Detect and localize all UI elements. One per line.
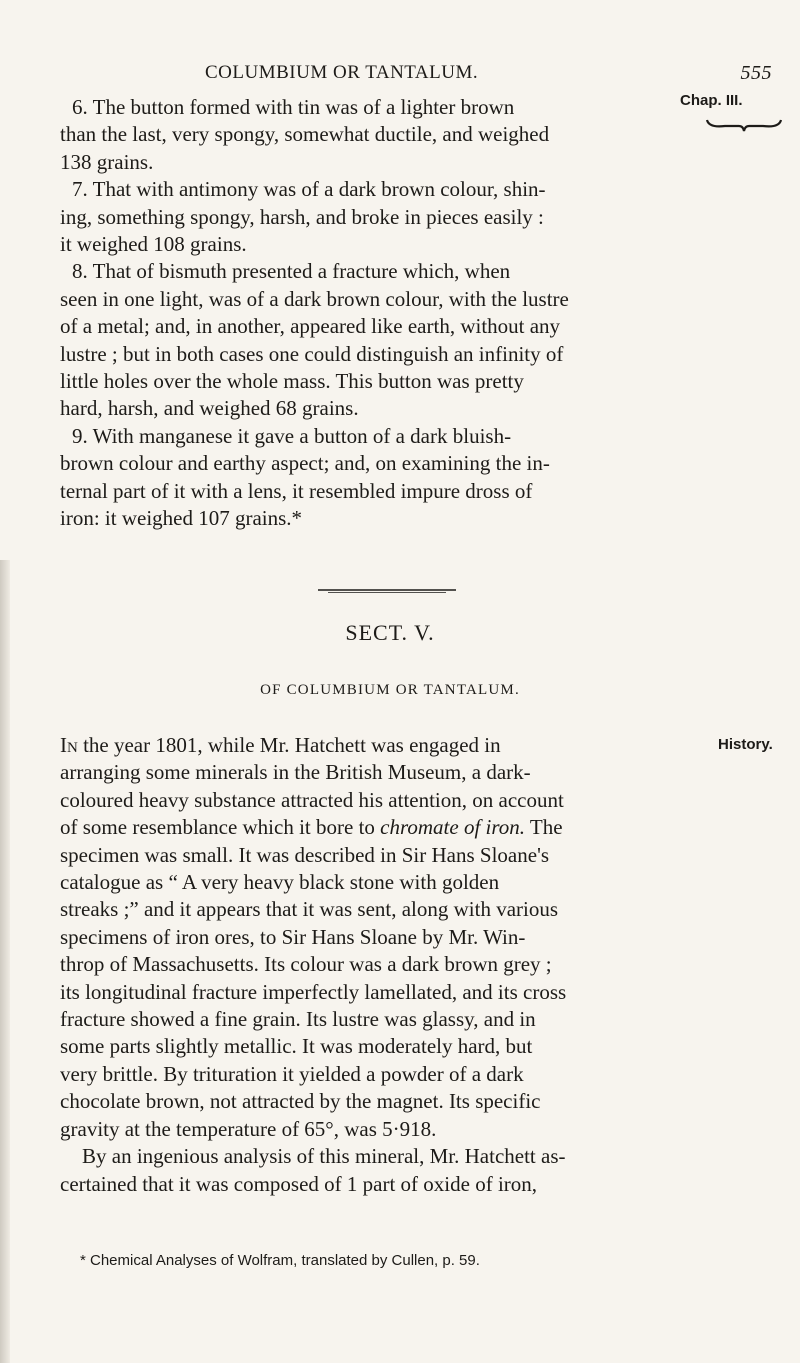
line: ternal part of it with a lens, it resembled impure dross of [60, 478, 533, 503]
line: 6. The button formed with tin was of a lighter brown [72, 95, 515, 119]
line: 138 grains. [60, 149, 154, 174]
section-heading: SECT. V. [345, 620, 435, 645]
line: ing, something spongy, harsh, and broke in pieces easily : [60, 204, 544, 229]
line: than the last, very spongy, somewhat ductile, and weighed [60, 122, 550, 147]
line: specimens of iron ores, to Sir Hans Sloane by Mr. Win- [60, 924, 526, 949]
line: 8. That of bismuth presented a fracture which, when [72, 259, 511, 284]
drop-word: In [60, 733, 78, 757]
line: streaks ;” and it appears that it was sent, along with various [60, 897, 559, 922]
line: its longitudinal fracture imperfectly lamellated, and its cross [60, 979, 567, 1004]
line: of some resemblance which it bore to [60, 815, 375, 840]
line: chocolate brown, not attracted by the magnet. Its specific [60, 1089, 541, 1114]
top-paragraphs [60, 94, 672, 533]
line: coloured heavy substance attracted his attention, on account [60, 787, 564, 812]
line: iron: it weighed 107 grains.* [60, 506, 303, 531]
line: seen in one light, was of a dark brown colour, with the lustre [60, 286, 569, 311]
line: gravity at the temperature of 65°, was 5·918. [60, 1116, 437, 1141]
line: By an ingenious analysis of this mineral, Mr. Hatchett as- [82, 1144, 566, 1169]
line: arranging some minerals in the British Museum, a dark- [60, 760, 531, 785]
paragraph-analysis [60, 1143, 672, 1198]
line: lustre ; but in both cases one could distinguish an infinity of [60, 341, 564, 366]
line: fracture showed a fine grain. Its lustre was glassy, and in [60, 1007, 536, 1032]
paragraph-8 [60, 258, 672, 422]
section-divider [318, 588, 456, 594]
line: some parts slightly metallic. It was moderately hard, but [60, 1034, 533, 1059]
footnote: * Chemical Analyses of Wolfram, translated by Cullen, p. 59. [80, 1252, 480, 1269]
line: of a metal; and, in another, appeared like earth, without any [60, 314, 561, 339]
line: The [525, 815, 563, 840]
binding-edge [0, 560, 10, 1363]
paragraph-6 [60, 94, 672, 176]
line: catalogue as “ A very heavy black stone with golden [60, 870, 500, 895]
line: the year 1801, while Mr. Hatchett was engaged in [83, 733, 501, 757]
paragraph-7 [60, 176, 672, 258]
italic-term: chromate of iron. [380, 815, 526, 840]
line: 9. With manganese it gave a button of a dark bluish- [72, 423, 512, 448]
brace-icon [705, 118, 783, 132]
line: brown colour and earthy aspect; and, on examining the in- [60, 451, 550, 476]
line: 7. That with antimony was of a dark brown colour, shin- [72, 177, 546, 202]
paragraph-history [60, 732, 672, 1143]
line: it weighed 108 grains. [60, 232, 247, 257]
paragraph-9 [60, 423, 672, 533]
running-title: COLUMBIUM OR TANTALUM. [205, 62, 479, 83]
line: specimen was small. It was described in Sir Hans Sloane's [60, 842, 550, 867]
margin-note-chapter: Chap. III. [680, 92, 743, 109]
line: throp of Massachusetts. Its colour was a dark brown grey ; [60, 952, 552, 977]
line: very brittle. By trituration it yielded a powder of a dark [60, 1061, 524, 1086]
line: little holes over the whole mass. This button was pretty [60, 369, 524, 394]
line: hard, harsh, and weighed 68 grains. [60, 396, 359, 421]
section-subtitle: OF COLUMBIUM OR TANTALUM. [260, 682, 520, 698]
line: certained that it was composed of 1 part of oxide of iron, [60, 1171, 538, 1196]
history-paragraph [60, 732, 672, 1198]
page-number: 555 [740, 62, 772, 84]
margin-note-history: History. [718, 736, 773, 753]
